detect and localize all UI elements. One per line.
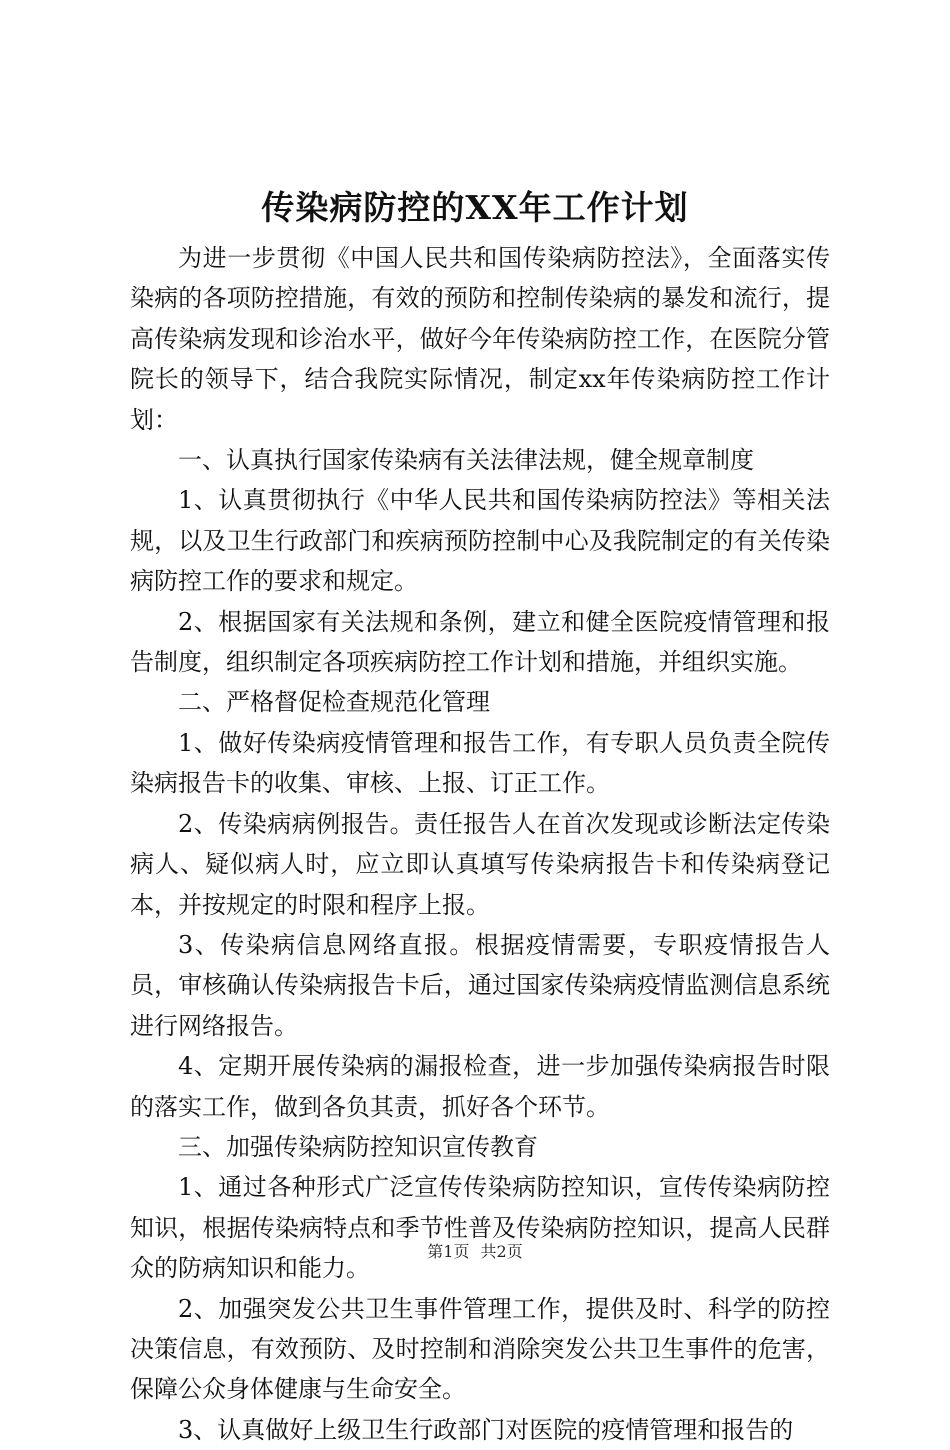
page-number-current: 第1页 bbox=[427, 1242, 470, 1261]
page-number-total: 共2页 bbox=[480, 1242, 523, 1261]
paragraph: 2、根据国家有关法规和条例，建立和健全医院疫情管理和报告制度，组织制定各项疾病防控工作计划和措施，并组织实施。 bbox=[130, 607, 830, 677]
section-heading-1: 一、认真执行国家传染病有关法律法规，健全规章制度 bbox=[178, 446, 754, 475]
section-heading-3: 三、加强传染病防控知识宣传教育 bbox=[178, 1132, 538, 1161]
paragraph: 1、认真贯彻执行《中华人民共和国传染病防控法》等相关法规，以及卫生行政部门和疾病预防控制中心及我院制定的有关传染病防控工作的要求和规定。 bbox=[130, 486, 830, 596]
paragraph: 3、传染病信息网络直报。根据疫情需要，专职疫情报告人员，审核确认传染病报告卡后，通过国家传染病疫情监测信息系统进行网络报告。 bbox=[130, 930, 830, 1040]
page-footer bbox=[0, 1240, 950, 1264]
section-heading-2: 二、严格督促检查规范化管理 bbox=[178, 688, 490, 717]
document-body bbox=[130, 238, 830, 1450]
paragraph: 3、认真做好上级卫生行政部门对医院的疫情管理和报告的 bbox=[178, 1415, 794, 1444]
paragraph: 1、做好传染病疫情管理和报告工作，有专职人员负责全院传染病报告卡的收集、审核、上报、订正工作。 bbox=[130, 728, 830, 798]
paragraph: 4、定期开展传染病的漏报检查，进一步加强传染病报告时限的落实工作，做到各负其责，抓好各个环节。 bbox=[130, 1052, 830, 1121]
paragraph-intro: 为进一步贯彻《中国人民共和国传染病防控法》，全面落实传染病的各项防控措施，有效的预防和控制传染病的暴发和流行，提高传染病发现和诊治水平，做好今年传染病防控工作，在医院分管院长的领导下，结合我院实际情况，制定xx年传染病防控工作计划： bbox=[130, 244, 830, 434]
paragraph: 1、通过各种形式广泛宣传传染病防控知识，宣传传染病防控知识，根据传染病特点和季节性普及传染病防控知识，提高人民群众的防病知识和能力。 bbox=[130, 1173, 830, 1283]
document-title: 传染病防控的XX年工作计划 bbox=[261, 188, 689, 227]
paragraph: 2、加强突发公共卫生事件管理工作，提供及时、科学的防控决策信息，有效预防、及时控制和消除突发公共卫生事件的危害，保障公众身体健康与生命安全。 bbox=[130, 1294, 830, 1404]
paragraph: 2、传染病病例报告。责任报告人在首次发现或诊断法定传染病人、疑似病人时，应立即认真填写传染病报告卡和传染病登记本，并按规定的时限和程序上报。 bbox=[130, 809, 830, 919]
